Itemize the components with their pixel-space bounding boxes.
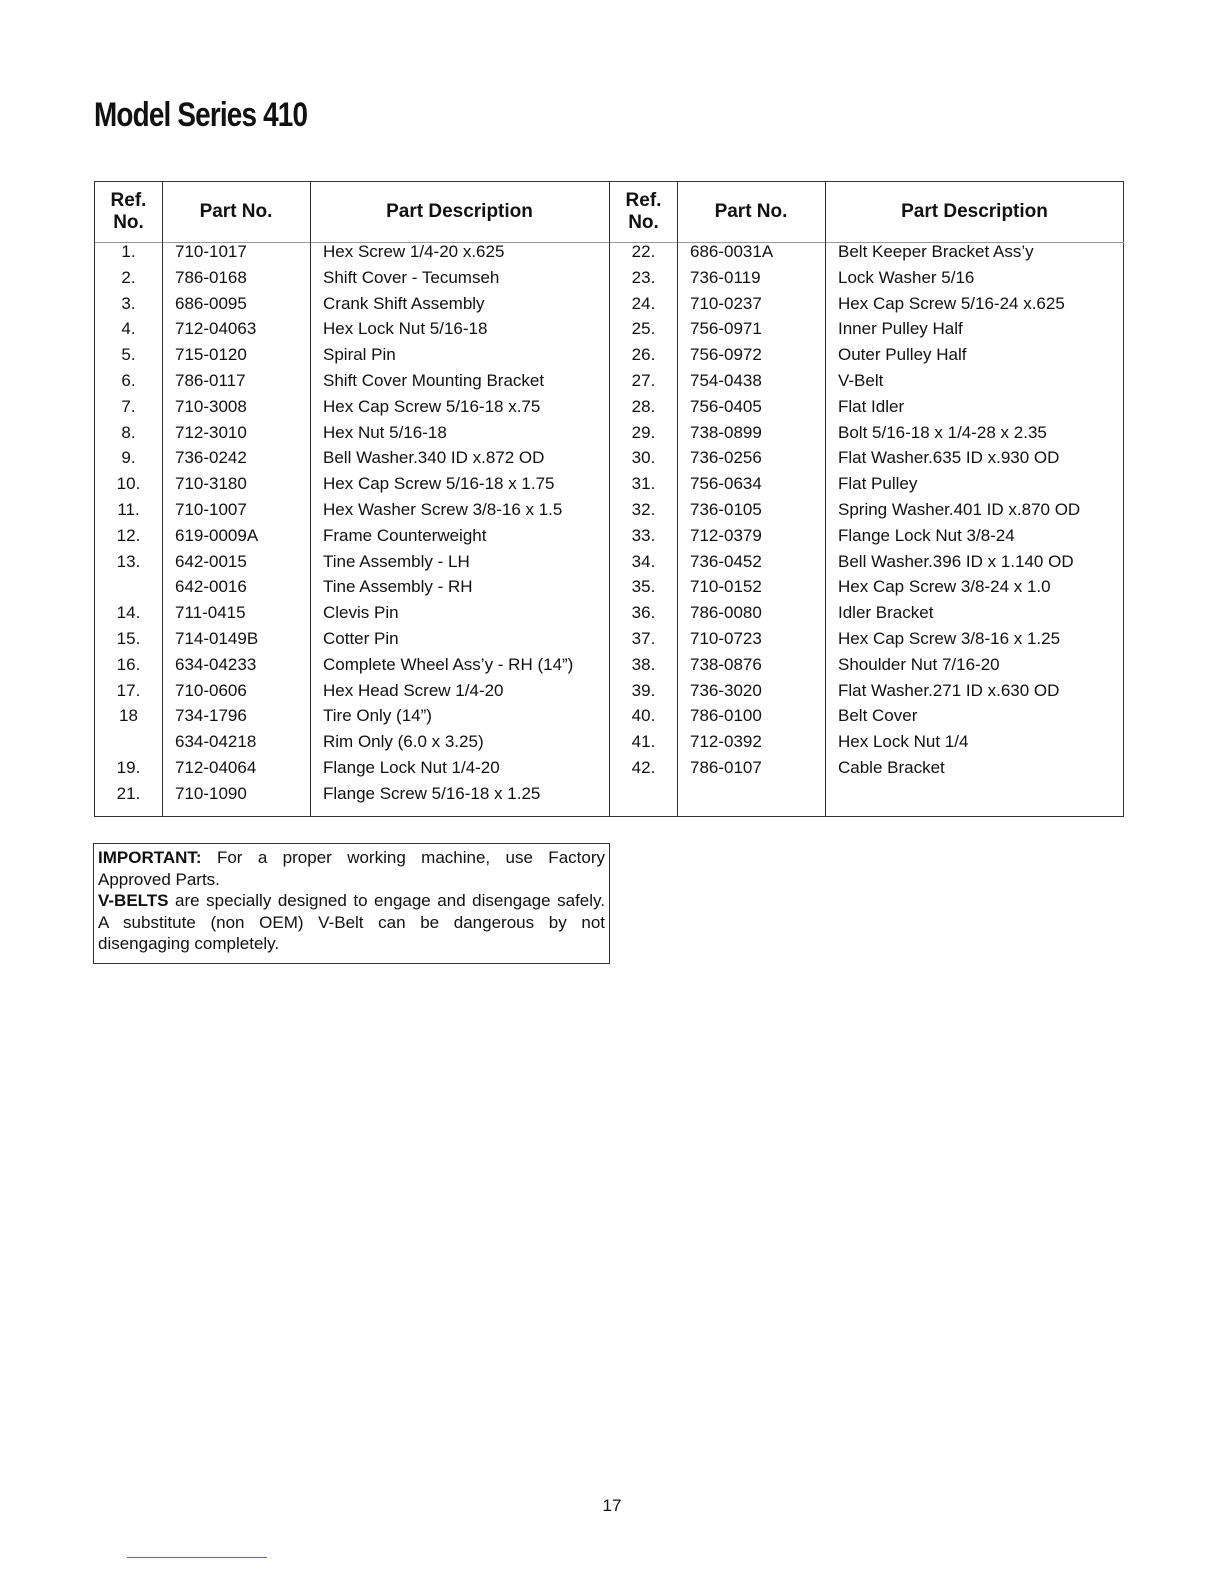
part-no-cell: 686-0031A bbox=[690, 242, 774, 261]
table-row bbox=[610, 268, 1124, 294]
table-row bbox=[95, 655, 609, 681]
table-row bbox=[610, 345, 1124, 371]
ref-no-cell: 21. bbox=[116, 783, 141, 803]
ref-no-cell: 18 bbox=[119, 706, 138, 726]
ref-no-cell: 30. bbox=[631, 448, 656, 468]
part-description-cell: Hex Head Screw 1/4-20 bbox=[323, 680, 504, 700]
ref-no-cell: 27. bbox=[631, 370, 656, 390]
table-row bbox=[610, 474, 1124, 500]
part-no-cell: 642-0015 bbox=[175, 551, 247, 571]
ref-no-cell: 31. bbox=[631, 474, 656, 494]
part-no-cell: 734-1796 bbox=[175, 706, 247, 726]
part-no-cell: 736-0452 bbox=[690, 551, 762, 571]
ref-no-cell: 2. bbox=[121, 267, 136, 287]
part-no-cell: 710-0152 bbox=[690, 577, 762, 597]
ref-no-cell: 12. bbox=[116, 525, 141, 545]
table-row bbox=[95, 629, 609, 655]
part-description-cell: Flange Screw 5/16-18 x 1.25 bbox=[323, 783, 541, 803]
important-text: For a proper working machine, use Factory Approved Parts. bbox=[98, 848, 605, 889]
part-no-cell: 686-0095 bbox=[175, 293, 247, 313]
part-no-cell: 710-1007 bbox=[175, 499, 247, 519]
table-row bbox=[610, 526, 1124, 552]
table-row bbox=[610, 552, 1124, 578]
part-description-cell: Hex Nut 5/16-18 bbox=[323, 422, 447, 442]
part-description-cell: Hex Cap Screw 5/16-18 x.75 bbox=[323, 396, 541, 416]
table-row bbox=[95, 319, 609, 345]
table-row bbox=[95, 242, 609, 268]
table-row bbox=[610, 371, 1124, 397]
header-part-no: Part No. bbox=[714, 201, 788, 222]
part-description-cell: Hex Screw 1/4-20 x.625 bbox=[323, 242, 505, 261]
header-ref-no-label: Ref. No. bbox=[110, 190, 147, 233]
ref-no-cell: 14. bbox=[116, 603, 141, 623]
part-no-cell: 786-0107 bbox=[690, 757, 762, 777]
ref-no-cell: 34. bbox=[631, 551, 656, 571]
ref-no-cell: 6. bbox=[121, 370, 136, 390]
part-no-cell: 634-04233 bbox=[175, 654, 257, 674]
ref-no-cell: 37. bbox=[631, 628, 656, 648]
part-description-cell: Flange Lock Nut 3/8-24 bbox=[838, 525, 1015, 545]
table-header bbox=[610, 182, 1124, 243]
part-description-cell: Cable Bracket bbox=[838, 757, 945, 777]
part-description-cell: Hex Cap Screw 3/8-24 x 1.0 bbox=[838, 577, 1051, 597]
table-row bbox=[610, 423, 1124, 449]
part-description-cell: Tine Assembly - RH bbox=[323, 577, 473, 597]
part-no-cell: 754-0438 bbox=[690, 370, 762, 390]
part-description-cell: Belt Cover bbox=[838, 706, 918, 726]
part-no-cell: 756-0971 bbox=[690, 319, 762, 339]
part-no-cell: 756-0972 bbox=[690, 345, 762, 365]
part-no-cell: 736-0242 bbox=[175, 448, 247, 468]
part-description-cell: Hex Cap Screw 3/8-16 x 1.25 bbox=[838, 628, 1061, 648]
ref-no-cell: 35. bbox=[631, 577, 656, 597]
part-no-cell: 736-3020 bbox=[690, 680, 762, 700]
ref-no-cell: 32. bbox=[631, 499, 656, 519]
header-ref-no-label: Ref. No. bbox=[625, 190, 662, 233]
ref-no-cell: 10. bbox=[116, 474, 141, 494]
ref-no-cell: 3. bbox=[121, 293, 136, 313]
header-ref-no bbox=[95, 182, 162, 242]
table-rows-right bbox=[610, 242, 1124, 784]
ref-no-cell: 25. bbox=[631, 319, 656, 339]
part-no-cell: 710-3180 bbox=[175, 474, 247, 494]
ref-no-cell: 28. bbox=[631, 396, 656, 416]
part-description-cell: Hex Lock Nut 5/16-18 bbox=[323, 319, 488, 339]
part-no-cell: 710-3008 bbox=[175, 396, 247, 416]
table-row bbox=[95, 681, 609, 707]
page-number: 17 bbox=[602, 1496, 622, 1515]
vbelts-paragraph bbox=[98, 890, 605, 955]
table-row bbox=[95, 345, 609, 371]
ref-no-cell: 9. bbox=[121, 448, 136, 468]
part-description-cell: Idler Bracket bbox=[838, 603, 934, 623]
part-description-cell: Bell Washer.396 ID x 1.140 OD bbox=[838, 551, 1074, 571]
part-description-cell: Hex Cap Screw 5/16-18 x 1.75 bbox=[323, 474, 555, 494]
important-label: IMPORTANT: bbox=[98, 848, 202, 867]
ref-no-cell: 29. bbox=[631, 422, 656, 442]
table-row bbox=[95, 552, 609, 578]
table-row bbox=[610, 732, 1124, 758]
part-description-cell: Spiral Pin bbox=[323, 345, 396, 365]
ref-no-cell: 4. bbox=[121, 319, 136, 339]
parts-table-left bbox=[95, 182, 609, 816]
part-description-cell: Hex Cap Screw 5/16-24 x.625 bbox=[838, 293, 1065, 313]
part-no-cell: 712-3010 bbox=[175, 422, 247, 442]
ref-no-cell: 41. bbox=[631, 732, 656, 752]
ref-no-cell: 1. bbox=[121, 242, 136, 261]
part-description-cell: V-Belt bbox=[838, 370, 884, 390]
part-description-cell: Frame Counterweight bbox=[323, 525, 487, 545]
ref-no-cell: 36. bbox=[631, 603, 656, 623]
table-row bbox=[95, 423, 609, 449]
part-no-cell: 712-04063 bbox=[175, 319, 257, 339]
part-no-cell: 634-04218 bbox=[175, 732, 257, 752]
parts-table-right bbox=[609, 182, 1124, 816]
table-row bbox=[95, 732, 609, 758]
table-row bbox=[610, 681, 1124, 707]
table-row bbox=[95, 474, 609, 500]
table-row bbox=[95, 371, 609, 397]
header-part-description: Part Description bbox=[901, 201, 1048, 222]
ref-no-cell: 42. bbox=[631, 757, 656, 777]
ref-no-cell: 16. bbox=[116, 654, 141, 674]
ref-no-cell: 23. bbox=[631, 267, 656, 287]
part-no-cell: 710-0606 bbox=[175, 680, 247, 700]
part-description-cell: Hex Washer Screw 3/8-16 x 1.5 bbox=[323, 499, 563, 519]
part-description-cell: Outer Pulley Half bbox=[838, 345, 967, 365]
header-part-description: Part Description bbox=[386, 201, 533, 222]
table-row bbox=[95, 268, 609, 294]
part-no-cell: 756-0634 bbox=[690, 474, 762, 494]
ref-no-cell: 38. bbox=[631, 654, 656, 674]
part-description-cell: Flange Lock Nut 1/4-20 bbox=[323, 757, 500, 777]
part-description-cell: Flat Washer.635 ID x.930 OD bbox=[838, 448, 1060, 468]
table-row bbox=[610, 655, 1124, 681]
table-row bbox=[610, 500, 1124, 526]
part-description-cell: Tire Only (14”) bbox=[323, 706, 432, 726]
part-description-cell: Shift Cover - Tecumseh bbox=[323, 267, 500, 287]
part-no-cell: 786-0117 bbox=[175, 370, 246, 390]
part-description-cell: Bell Washer.340 ID x.872 OD bbox=[323, 448, 545, 468]
part-no-cell: 786-0168 bbox=[175, 267, 247, 287]
ref-no-cell: 22. bbox=[631, 242, 656, 261]
header-part-no: Part No. bbox=[199, 201, 273, 222]
part-description-cell: Flat Washer.271 ID x.630 OD bbox=[838, 680, 1060, 700]
parts-table bbox=[94, 181, 1124, 817]
part-no-cell: 715-0120 bbox=[175, 345, 247, 365]
part-description-cell: Spring Washer.401 ID x.870 OD bbox=[838, 499, 1081, 519]
part-no-cell: 738-0899 bbox=[690, 422, 762, 442]
part-description-cell: Flat Pulley bbox=[838, 474, 918, 494]
ref-no-cell: 40. bbox=[631, 706, 656, 726]
part-no-cell: 642-0016 bbox=[175, 577, 247, 597]
part-description-cell: Flat Idler bbox=[838, 396, 905, 416]
part-description-cell: Cotter Pin bbox=[323, 628, 399, 648]
important-paragraph bbox=[98, 847, 605, 890]
table-row bbox=[95, 758, 609, 784]
part-no-cell: 736-0105 bbox=[690, 499, 762, 519]
table-row bbox=[95, 577, 609, 603]
part-description-cell: Belt Keeper Bracket Ass’y bbox=[838, 242, 1034, 261]
part-description-cell: Shift Cover Mounting Bracket bbox=[323, 370, 545, 390]
table-row bbox=[610, 294, 1124, 320]
table-row bbox=[95, 448, 609, 474]
table-row bbox=[610, 319, 1124, 345]
ref-no-cell: 13. bbox=[116, 551, 141, 571]
table-row bbox=[95, 294, 609, 320]
table-row bbox=[95, 500, 609, 526]
part-no-cell: 710-0237 bbox=[690, 293, 762, 313]
table-rows-left bbox=[95, 242, 609, 810]
ref-no-cell: 5. bbox=[121, 345, 136, 365]
table-row bbox=[95, 706, 609, 732]
table-header bbox=[95, 182, 609, 243]
table-row bbox=[610, 448, 1124, 474]
part-no-cell: 711-0415 bbox=[175, 603, 246, 623]
ref-no-cell: 39. bbox=[631, 680, 656, 700]
vbelts-text: are specially designed to engage and disengage safely. A substitute (non OEM) V-Belt can be dangerous by not disengaging completely. bbox=[98, 891, 605, 954]
part-no-cell: 756-0405 bbox=[690, 396, 762, 416]
ref-no-cell: 7. bbox=[121, 396, 136, 416]
part-description-cell: Lock Washer 5/16 bbox=[838, 267, 975, 287]
part-description-cell: Rim Only (6.0 x 3.25) bbox=[323, 732, 484, 752]
table-row bbox=[610, 397, 1124, 423]
table-row bbox=[610, 706, 1124, 732]
table-row bbox=[95, 526, 609, 552]
part-no-cell: 736-0119 bbox=[690, 267, 761, 287]
part-no-cell: 786-0080 bbox=[690, 603, 762, 623]
part-no-cell: 710-0723 bbox=[690, 628, 762, 648]
ref-no-cell: 17. bbox=[116, 680, 141, 700]
part-no-cell: 736-0256 bbox=[690, 448, 762, 468]
table-row bbox=[610, 603, 1124, 629]
ref-no-cell: 11. bbox=[117, 499, 140, 519]
table-row bbox=[610, 242, 1124, 268]
part-no-cell: 712-0379 bbox=[690, 525, 762, 545]
part-no-cell: 714-0149B bbox=[175, 628, 259, 648]
part-description-cell: Crank Shift Assembly bbox=[323, 293, 485, 313]
part-no-cell: 619-0009A bbox=[175, 525, 259, 545]
header-ref-no bbox=[610, 182, 677, 242]
part-description-cell: Shoulder Nut 7/16-20 bbox=[838, 654, 1000, 674]
table-row bbox=[95, 603, 609, 629]
ref-no-cell: 8. bbox=[121, 422, 136, 442]
table-row bbox=[95, 784, 609, 810]
table-row bbox=[610, 758, 1124, 784]
ref-no-cell: 19. bbox=[116, 757, 141, 777]
part-description-cell: Tine Assembly - LH bbox=[323, 551, 470, 571]
footer-rule bbox=[127, 1557, 267, 1558]
part-no-cell: 786-0100 bbox=[690, 706, 762, 726]
important-notice bbox=[93, 843, 610, 964]
part-no-cell: 710-1090 bbox=[175, 783, 247, 803]
part-description-cell: Clevis Pin bbox=[323, 603, 399, 623]
part-no-cell: 712-04064 bbox=[175, 757, 257, 777]
part-description-cell: Bolt 5/16-18 x 1/4-28 x 2.35 bbox=[838, 422, 1047, 442]
ref-no-cell: 33. bbox=[631, 525, 656, 545]
ref-no-cell: 26. bbox=[631, 345, 656, 365]
table-row bbox=[610, 629, 1124, 655]
part-description-cell: Hex Lock Nut 1/4 bbox=[838, 732, 969, 752]
part-no-cell: 712-0392 bbox=[690, 732, 762, 752]
ref-no-cell: 24. bbox=[631, 293, 656, 313]
part-description-cell: Inner Pulley Half bbox=[838, 319, 963, 339]
ref-no-cell: 15. bbox=[116, 628, 141, 648]
page-title: Model Series 410 bbox=[94, 96, 308, 134]
table-row bbox=[95, 397, 609, 423]
part-no-cell: 710-1017 bbox=[175, 242, 247, 261]
part-description-cell: Complete Wheel Ass’y - RH (14”) bbox=[323, 654, 574, 674]
part-no-cell: 738-0876 bbox=[690, 654, 762, 674]
vbelts-label: V-BELTS bbox=[98, 891, 169, 911]
table-row bbox=[610, 577, 1124, 603]
